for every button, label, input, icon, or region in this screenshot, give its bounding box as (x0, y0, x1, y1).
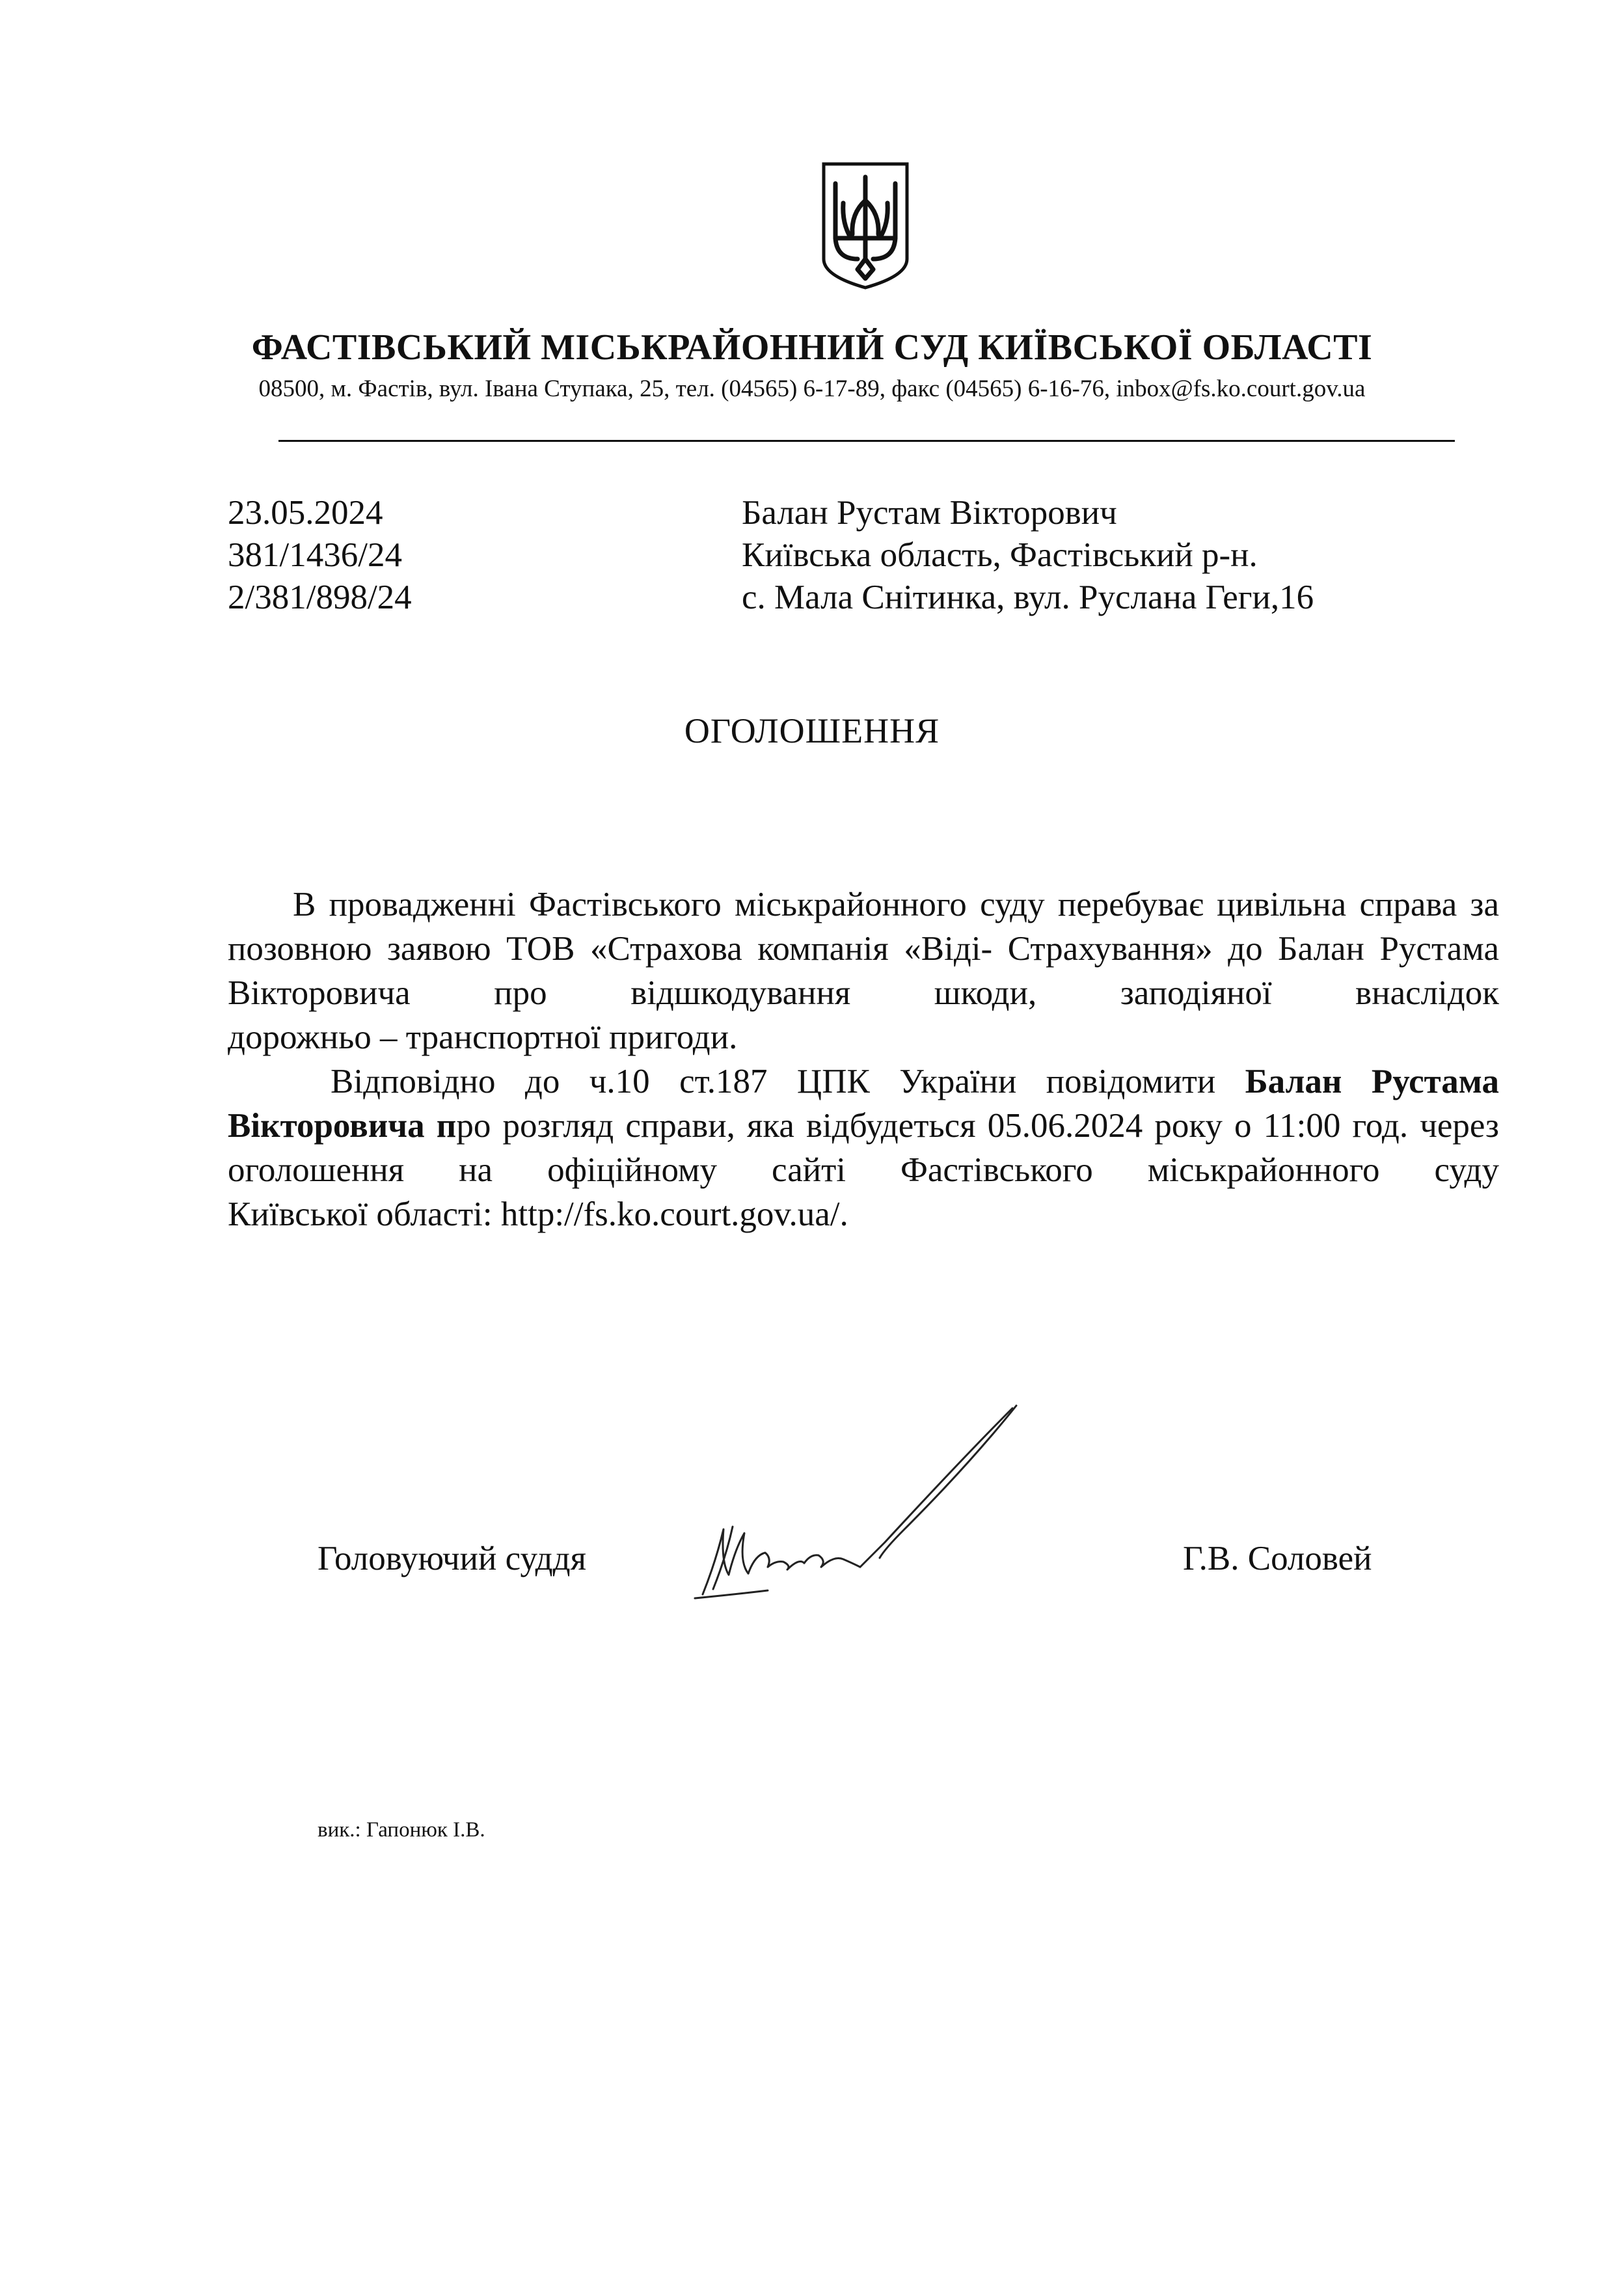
court-contacts-line: 08500, м. Фастів, вул. Івана Ступака, 25, тел. (04565) 6-17-89, факс (04565) 6-16-76, inbox@fs.ko.court.gov.ua (258, 375, 1366, 402)
outgoing-number: 381/1436/24 (228, 536, 402, 574)
recipient-region: Київська область, Фастівський р-н. (742, 536, 1258, 574)
executor-note: вик.: Гапонюк І.В. (318, 1818, 485, 1842)
case-number: 2/381/898/24 (228, 579, 412, 616)
handwritten-signature (690, 1399, 1028, 1607)
tryzub-coat-of-arms-icon (820, 161, 911, 290)
document-date: 23.05.2024 (228, 494, 383, 532)
document-title: ОГОЛОШЕННЯ (684, 711, 940, 750)
paragraph-1-text: В провадженні Фастівського міськрайонного суду перебуває цивільна справа за позовною заявою ТОВ «Страхова компанія «Віді- Страхування» до Балан Рустама Вікторовича про відшкодування шкоди, заподіяної внаслідок (228, 886, 1499, 1012)
signer-name: Г.В. Соловей (1183, 1540, 1372, 1577)
defendant-name-bold: Балан Рустама Вікторовича п (228, 1063, 1500, 1145)
recipient-block (742, 492, 1314, 619)
paragraph-1-last-line: дорожньо – транспортної пригоди. (228, 1018, 738, 1056)
paragraph-2-text-start: Відповідно до ч.10 ст.187 ЦПК України повідомити (331, 1063, 1216, 1100)
body-paragraph-1 (228, 882, 1499, 1059)
recipient-address: с. Мала Снітинка, вул. Руслана Геги,16 (742, 579, 1314, 616)
body-paragraph-2 (228, 1059, 1499, 1236)
signer-role: Головуючий суддя (318, 1540, 586, 1577)
recipient-name: Балан Рустам Вікторович (742, 494, 1117, 532)
paragraph-2-last-line: Київської області: http://fs.ko.court.gov.ua/. (228, 1195, 848, 1233)
court-name-heading: ФАСТІВСЬКИЙ МІСЬКРАЙОННИЙ СУД КИЇВСЬКОЇ ОБЛАСТІ (251, 327, 1373, 368)
header-divider (278, 440, 1455, 442)
document-meta (228, 492, 412, 619)
paragraph-2-text-end: ро розгляд справи, яка відбудеться 05.06.2024 року о 11:00 год. через оголошення на офіційному сайті Фастівського міськрайонного суду (228, 1107, 1499, 1189)
